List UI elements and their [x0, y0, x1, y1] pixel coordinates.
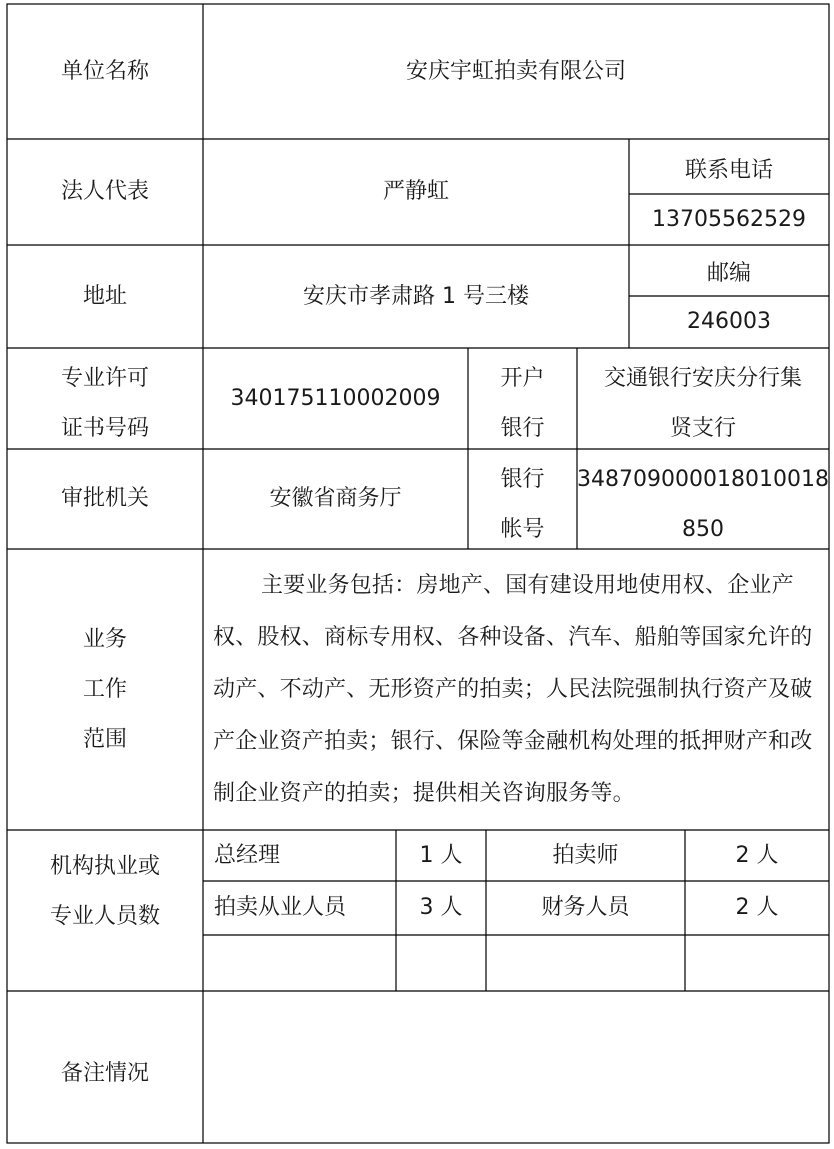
- remarks-label: 备注情况: [60, 1061, 149, 1086]
- bank-value: [577, 354, 829, 454]
- license-label-line2: 证书号码: [60, 416, 149, 441]
- legal-rep-label: 法人代表: [60, 179, 149, 204]
- legal-rep-value: 严静虹: [382, 179, 449, 204]
- staff-count-general-manager: 1 人: [419, 842, 463, 868]
- address-label: 地址: [82, 283, 127, 309]
- scope-text: [213, 560, 823, 820]
- scope-label-line2: 工作: [82, 676, 127, 702]
- scope-label-line1: 业务: [82, 626, 127, 652]
- bank-label-line1: 开户: [500, 366, 545, 391]
- scope-text-body: 主要业务包括：房地产、国有建设用地使用权、企业产权、股权、商标专用权、各种设备、汽车、船舶等国家允许的动产、不动产、无形资产的拍卖；人民法院强制执行资产及破产企业资产拍卖；银行、保险等金融机构处理的抵押财产和改制企业资产的拍卖；提供相关咨询服务等。: [213, 573, 813, 806]
- scope-label: [7, 549, 203, 830]
- license-value: 340175110002009: [230, 385, 441, 411]
- license-label-line1: 专业许可: [60, 366, 149, 391]
- staff-count-auctioneer: 2 人: [735, 842, 779, 868]
- bank-value-line2: 贤支行: [669, 416, 736, 441]
- postcode-label: 邮编: [706, 261, 751, 286]
- postcode-value: 246003: [687, 309, 771, 334]
- staff-role-auctioneer: 拍卖师: [552, 842, 619, 868]
- account-label-line2: 帐号: [500, 517, 545, 542]
- staff-label: [7, 830, 203, 991]
- scope-label-line3: 范围: [82, 726, 127, 752]
- bank-label-line2: 银行: [500, 416, 545, 441]
- staff-role-auction-staff: 拍卖从业人员: [214, 895, 347, 920]
- staff-label-line2: 专业人员数: [49, 904, 160, 929]
- staff-role-general-manager: 总经理: [214, 842, 281, 868]
- account-value-line1: 34870900001801001​8: [577, 467, 829, 492]
- account-label: [468, 455, 577, 555]
- account-value: [577, 455, 829, 555]
- address-value: 安庆市孝肃路 1 号三楼: [303, 283, 529, 309]
- staff-label-line1: 机构执业或: [49, 854, 160, 879]
- bank-label: [468, 354, 577, 454]
- account-label-line1: 银行: [500, 467, 545, 492]
- account-value-line2: 850: [682, 517, 724, 542]
- unit-name-value: 安庆宇虹拍卖有限公司: [405, 58, 626, 84]
- unit-name-label: 单位名称: [60, 58, 149, 84]
- staff-role-finance: 财务人员: [541, 895, 630, 920]
- bank-value-line1: 交通银行安庆分行集: [603, 366, 802, 391]
- phone-label: 联系电话: [684, 158, 773, 183]
- staff-count-finance: 2 人: [735, 895, 779, 920]
- staff-count-auction-staff: 3 人: [419, 895, 463, 920]
- phone-value: 13705562529: [652, 206, 806, 232]
- license-label: [7, 354, 203, 454]
- authority-label: 审批机关: [60, 486, 149, 511]
- remarks-value: [203, 991, 829, 1143]
- authority-value: 安徽省商务厅: [269, 486, 402, 511]
